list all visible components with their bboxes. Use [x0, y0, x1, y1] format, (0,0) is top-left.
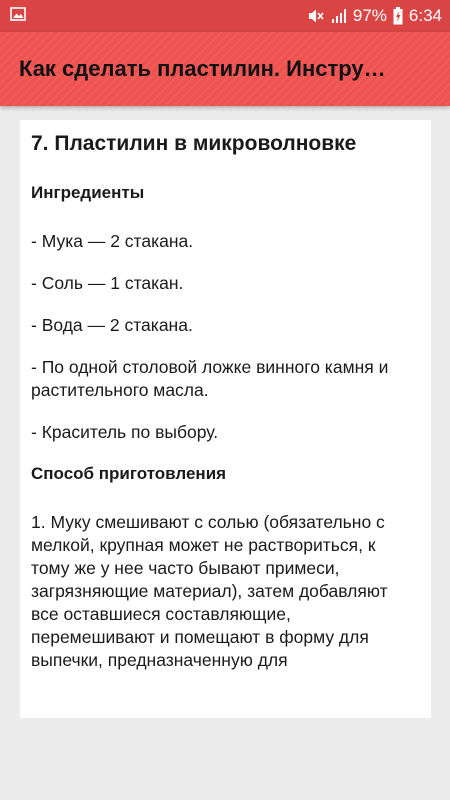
ingredient-item: - Вода — 2 стакана.	[31, 315, 193, 335]
app-bar	[0, 32, 450, 106]
status-right	[307, 6, 442, 26]
app-title: Как сделать пластилин. Инстру…	[19, 56, 386, 81]
ingredient-item: - Соль — 1 стакан.	[31, 273, 184, 293]
image-icon	[10, 6, 26, 26]
status-bar	[0, 0, 450, 32]
clock: 6:34	[408, 6, 442, 25]
battery-icon	[393, 7, 403, 25]
method-heading: Способ приготовления	[31, 464, 227, 483]
article-card[interactable]	[20, 120, 431, 718]
method-step-text: 1. Муку смешивают с солью (обязательно с мелкой, крупная может не раствориться, к тому же у нее часто бывают примеси, загрязняющие материал), затем добавляют все оставшиеся составляющие, перемешивают и помещают в форму для выпечки, предназначенную для	[31, 512, 388, 670]
ingredients-heading: Ингредиенты	[31, 183, 145, 202]
battery-percent: 97%	[352, 6, 387, 25]
article-heading: 7. Пластилин в микроволновке	[31, 132, 357, 155]
ingredient-item: - Мука — 2 стакана.	[31, 231, 194, 251]
mute-icon	[307, 8, 325, 24]
ingredient-item: - По одной столовой ложке винного камня и растительного масла.	[31, 357, 389, 400]
status-left	[10, 6, 26, 26]
signal-icon	[331, 8, 347, 24]
ingredient-item: - Краситель по выбору.	[31, 422, 219, 442]
